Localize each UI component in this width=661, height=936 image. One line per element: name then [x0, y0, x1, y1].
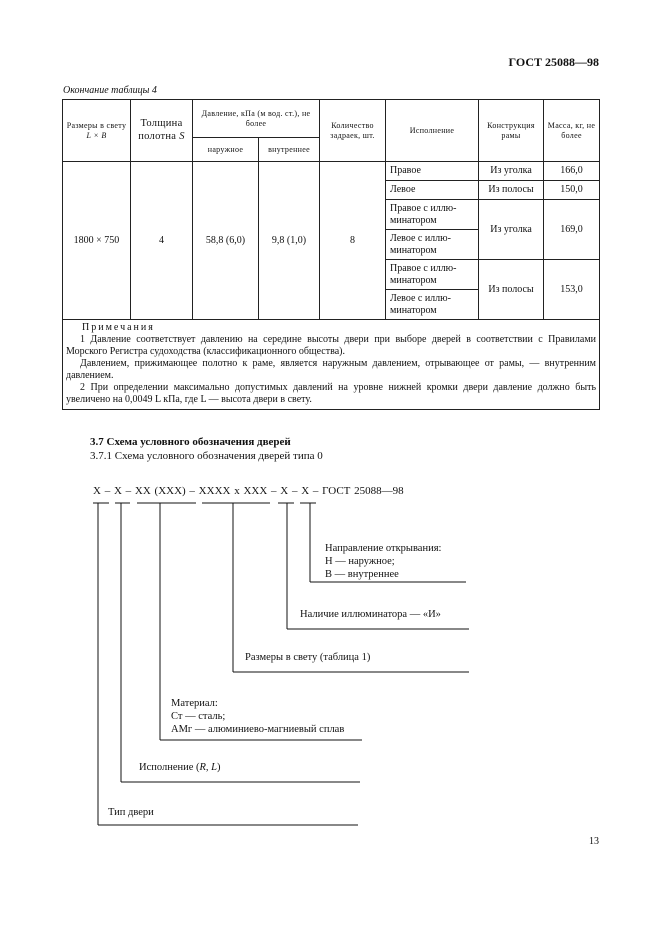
header-pressure: Давление, кПа (м вод. ст.), не более: [193, 100, 320, 138]
cell-frame: Из уголка: [479, 162, 544, 181]
cell-execution: Левое: [386, 181, 479, 200]
cell-frame-merged: Из полосы: [479, 260, 544, 320]
note-1b: Давлением, прижимающее полотно к раме, является наружным давлением, отрывающее от рамы, — внутренним давлением.: [66, 358, 597, 381]
header-thickness: Толщина полотна S: [131, 100, 193, 162]
cell-execution: Правое с иллю- минатором: [386, 200, 479, 230]
cell-execution: Правое с иллю- минатором: [386, 260, 479, 290]
standard-header: ГОСТ 25088—98: [508, 55, 599, 69]
cell-execution: Левое с иллю- минатором: [386, 230, 479, 260]
cell-mass: 150,0: [544, 181, 600, 200]
header-mass: Масса, кг, не более: [544, 100, 600, 162]
header-pressure-inner: внутреннее: [259, 138, 320, 162]
header-size: Размеры в свету L × B: [63, 100, 131, 162]
cell-thickness: 4: [131, 162, 193, 320]
cell-frame-merged: Из уголка: [479, 200, 544, 260]
header-execution: Исполнение: [386, 100, 479, 162]
section-title: 3.7 Схема условного обозначения дверей: [90, 436, 291, 448]
note-1: 1 Давление соответствует давлению на середине высоты двери при выборе дверей в соответствии с Правилами Морского Регистра судоходства (классификационного общества).: [66, 334, 597, 357]
designation-code: Х – Х – ХХ (ХХХ) – ХХХХ х ХХХ – Х – Х – ГОСТ 25088—98: [93, 485, 404, 497]
subsection-title: 3.7.1 Схема условного обозначения дверей типа 0: [90, 450, 323, 462]
notes-title: Примечания: [82, 322, 155, 333]
header-frame: Конструкция рамы: [479, 100, 544, 162]
header-pressure-outer: наружное: [193, 138, 259, 162]
cell-execution: Правое: [386, 162, 479, 181]
label-direction: Направление открывания: Н — наружное; В — внутреннее: [325, 543, 442, 580]
cell-pressure-inner: 9,8 (1,0): [259, 162, 320, 320]
cell-mass-merged: 153,0: [544, 260, 600, 320]
table-caption: Окончание таблицы 4: [63, 85, 157, 96]
cell-mass-merged: 169,0: [544, 200, 600, 260]
page-number: 13: [589, 836, 599, 847]
cell-latches: 8: [320, 162, 386, 320]
cell-mass: 166,0: [544, 162, 600, 181]
cell-execution: Левое с иллю- минатором: [386, 290, 479, 320]
cell-size: 1800 × 750: [63, 162, 131, 320]
note-2: 2 При определении максимально допустимых давлений на уровне нижней кромки двери давление должно быть увеличено на 0,0049 L кПа, где L — высота двери в свету.: [66, 382, 597, 405]
label-execution: Исполнение (R, L): [139, 762, 221, 773]
cell-frame: Из полосы: [479, 181, 544, 200]
header-latches: Количество задраек, шт.: [320, 100, 386, 162]
label-door-type: Тип двери: [108, 807, 154, 818]
label-sizes: Размеры в свету (таблица 1): [245, 652, 371, 663]
label-material: Материал: Ст — сталь; АМг — алюминиево-магниевый сплав: [171, 698, 345, 735]
cell-pressure-outer: 58,8 (6,0): [193, 162, 259, 320]
label-illuminator: Наличие иллюминатора — «И»: [300, 609, 441, 620]
